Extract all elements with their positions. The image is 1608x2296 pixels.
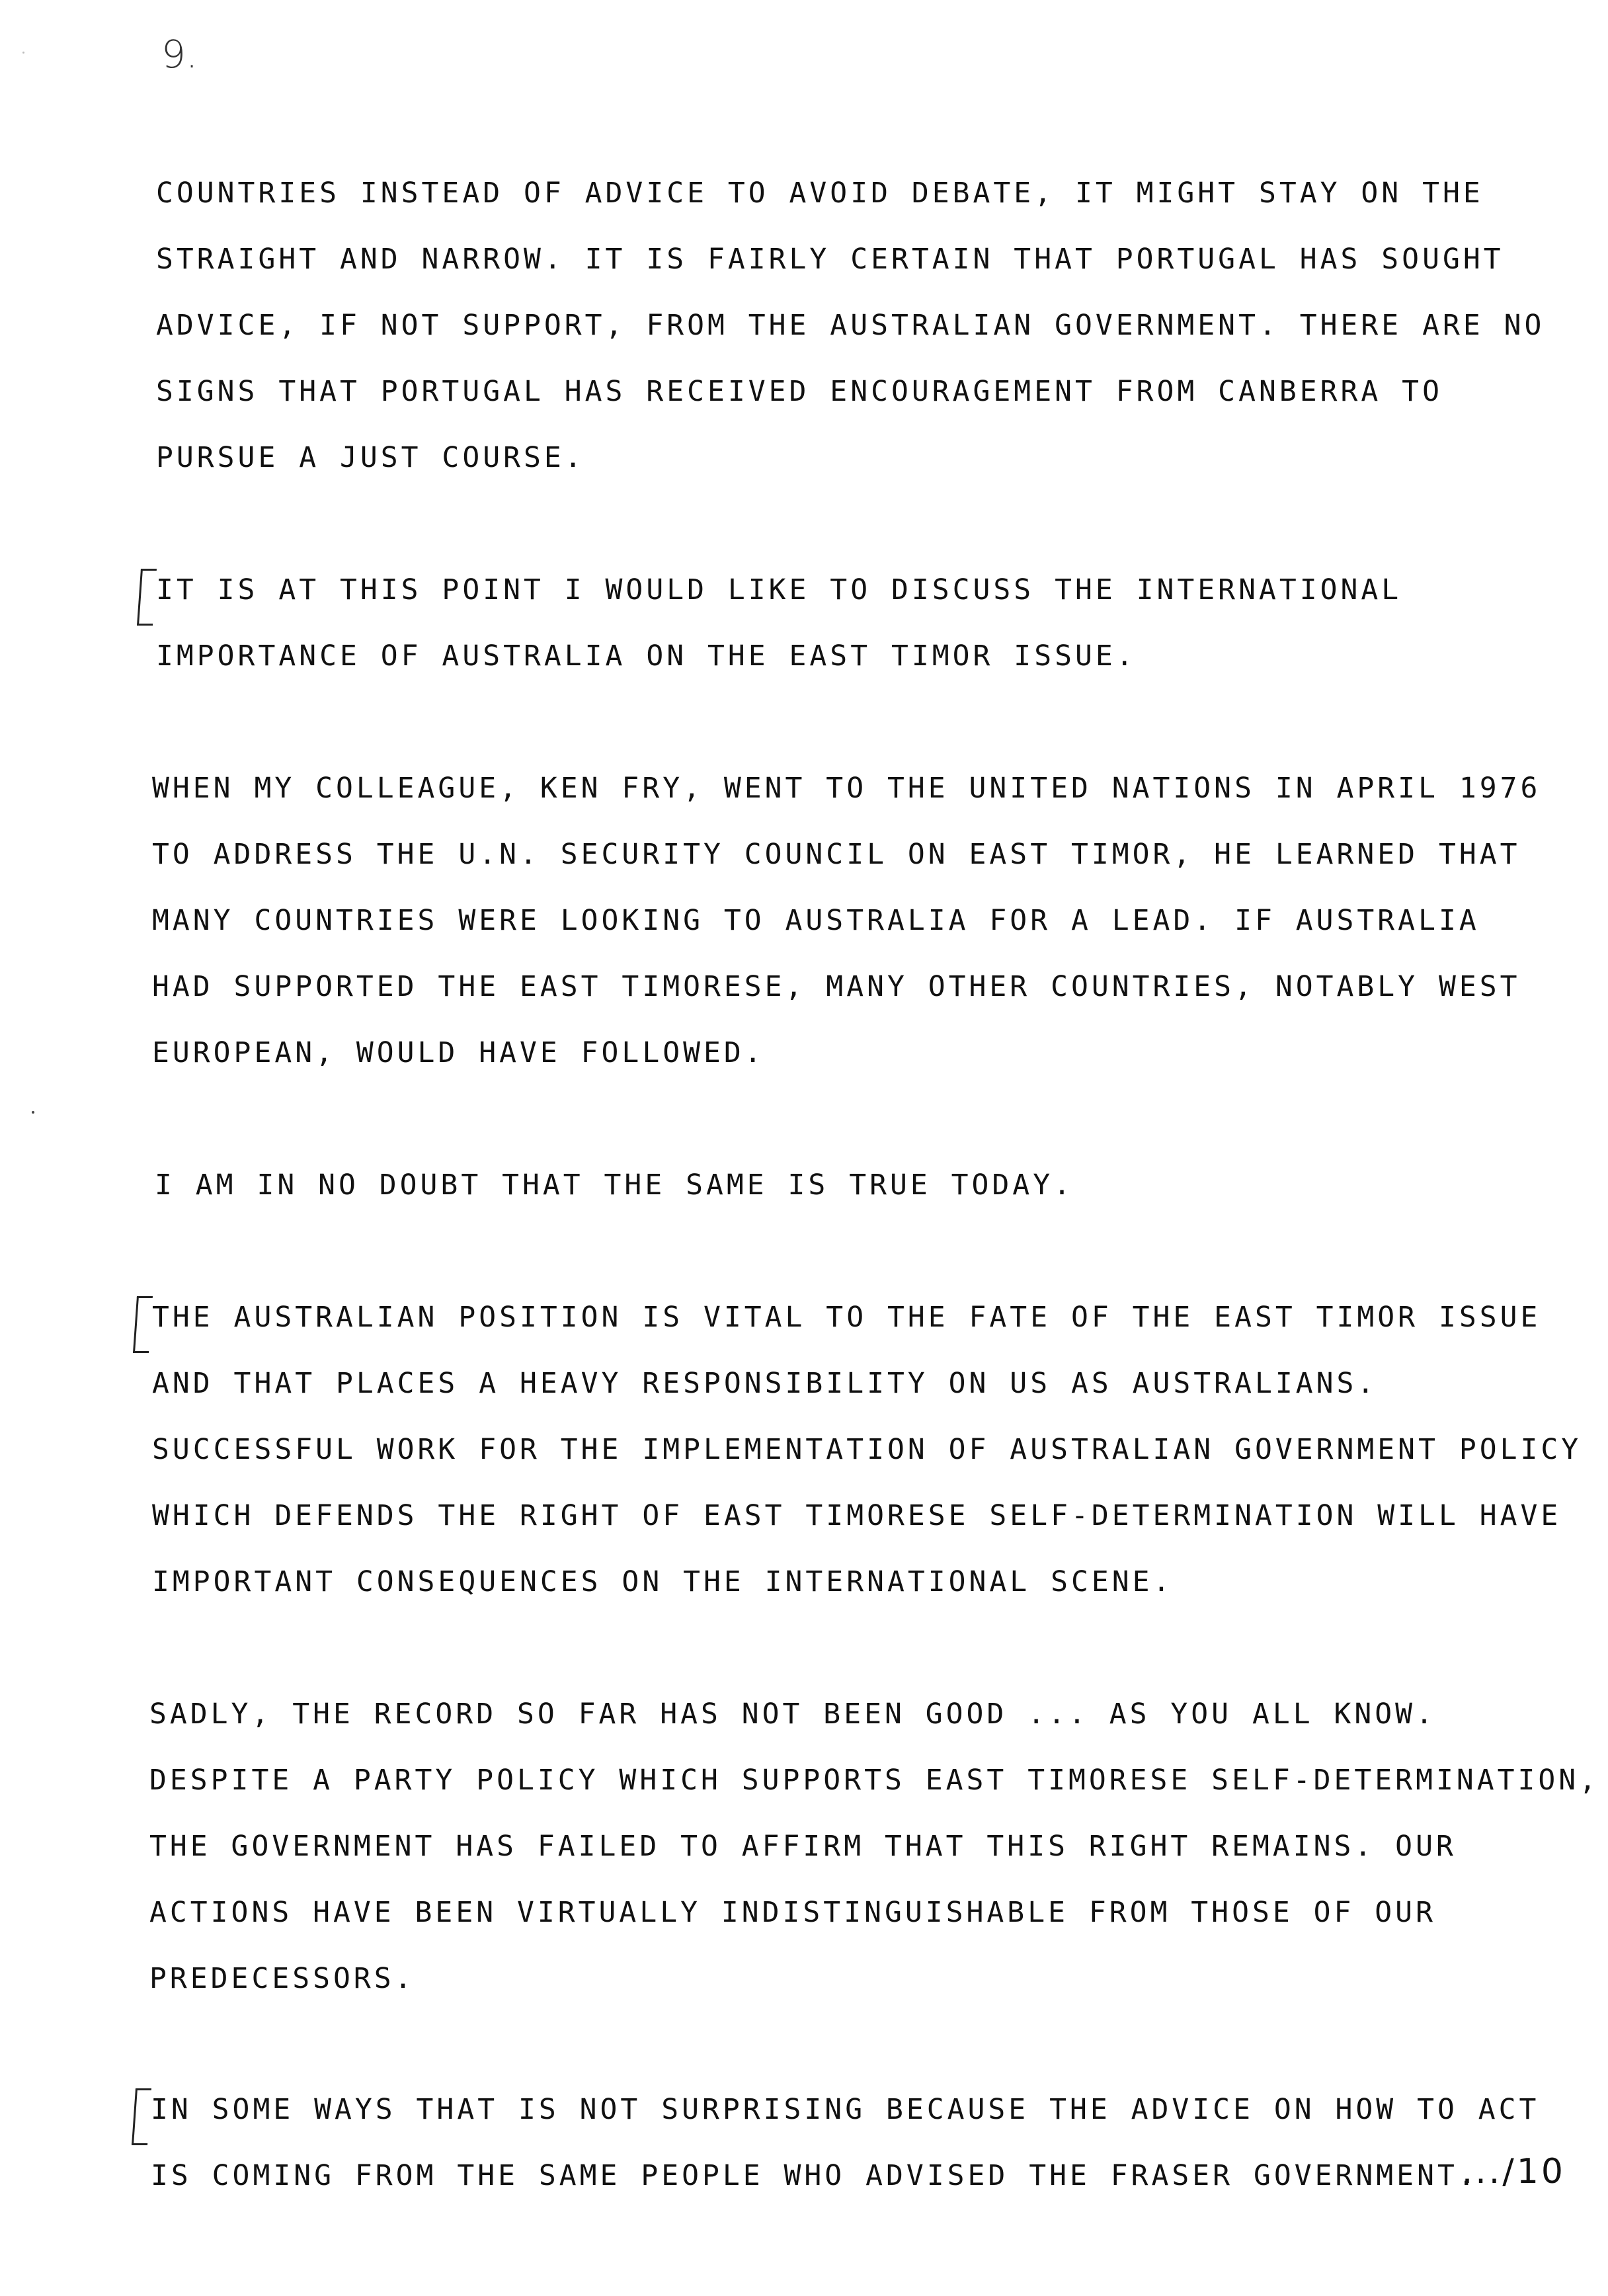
margin-bracket-mark (132, 2088, 151, 2145)
text-line: SUCCESSFUL WORK FOR THE IMPLEMENTATION OF AUSTRALIAN GOVERNMENT POLICY (152, 1433, 1582, 1466)
text-line: SIGNS THAT PORTUGAL HAS RECEIVED ENCOURAGEMENT FROM CANBERRA TO (156, 375, 1443, 408)
text-line: IS COMING FROM THE SAME PEOPLE WHO ADVISED THE FRASER GOVERNMENT. (151, 2159, 1478, 2192)
text-line: PREDECESSORS. (149, 1962, 415, 1995)
text-line: STRAIGHT AND NARROW. IT IS FAIRLY CERTAIN THAT PORTUGAL HAS SOUGHT (156, 243, 1504, 276)
text-line: IT IS AT THIS POINT I WOULD LIKE TO DISCUSS THE INTERNATIONAL (156, 573, 1402, 606)
paragraph-5 (152, 1284, 1580, 1615)
text-line: HAD SUPPORTED THE EAST TIMORESE, MANY OTHER COUNTRIES, NOTABLY WEST (152, 970, 1521, 1003)
text-line: I AM IN NO DOUBT THAT THE SAME IS TRUE TODAY. (155, 1168, 1074, 1202)
scan-speck (22, 52, 24, 54)
text-line: ADVICE, IF NOT SUPPORT, FROM THE AUSTRALIAN GOVERNMENT. THERE ARE NO (156, 309, 1545, 342)
paragraph-3 (152, 755, 1580, 1086)
text-line: WHICH DEFENDS THE RIGHT OF EAST TIMORESE SELF-DETERMINATION WILL HAVE (152, 1499, 1562, 1532)
text-line: AND THAT PLACES A HEAVY RESPONSIBILITY ON US AS AUSTRALIANS. (152, 1367, 1378, 1400)
text-line: WHEN MY COLLEAGUE, KEN FRY, WENT TO THE UNITED NATIONS IN APRIL 1976 (152, 772, 1541, 805)
text-line: ACTIONS HAVE BEEN VIRTUALLY INDISTINGUISHABLE FROM THOSE OF OUR (149, 1896, 1436, 1929)
text-line: IMPORTANT CONSEQUENCES ON THE INTERNATIONAL SCENE. (152, 1565, 1174, 1598)
margin-bracket-mark (137, 569, 157, 626)
text-line: MANY COUNTRIES WERE LOOKING TO AUSTRALIA FOR A LEAD. IF AUSTRALIA (152, 904, 1480, 937)
text-line: TO ADDRESS THE U.N. SECURITY COUNCIL ON EAST TIMOR, HE LEARNED THAT (152, 838, 1521, 871)
text-line: IN SOME WAYS THAT IS NOT SURPRISING BECAUSE THE ADVICE ON HOW TO ACT (151, 2093, 1540, 2126)
margin-bracket-mark (133, 1296, 153, 1353)
text-line: SADLY, THE RECORD SO FAR HAS NOT BEEN GOOD ... AS YOU ALL KNOW. (149, 1698, 1436, 1731)
text-line: IMPORTANCE OF AUSTRALIA ON THE EAST TIMOR ISSUE. (156, 639, 1137, 673)
text-line: DESPITE A PARTY POLICY WHICH SUPPORTS EAST TIMORESE SELF-DETERMINATION, (149, 1764, 1600, 1797)
paragraph-7 (151, 2076, 1579, 2209)
continuation-marker: .../10 (1461, 2152, 1566, 2192)
text-line: THE GOVERNMENT HAS FAILED TO AFFIRM THAT THIS RIGHT REMAINS. OUR (149, 1830, 1457, 1863)
scan-speck (32, 1111, 34, 1114)
text-line: PURSUE A JUST COURSE. (156, 441, 585, 474)
page-number: 9. (161, 32, 198, 77)
paragraph-2 (156, 557, 1584, 689)
paragraph-4 (155, 1152, 1583, 1218)
text-line: THE AUSTRALIAN POSITION IS VITAL TO THE FATE OF THE EAST TIMOR ISSUE (152, 1301, 1541, 1334)
text-line: EUROPEAN, WOULD HAVE FOLLOWED. (152, 1036, 765, 1069)
paragraph-1 (156, 160, 1584, 491)
paragraph-6 (149, 1681, 1600, 2012)
text-line: COUNTRIES INSTEAD OF ADVICE TO AVOID DEBATE, IT MIGHT STAY ON THE (156, 177, 1484, 210)
